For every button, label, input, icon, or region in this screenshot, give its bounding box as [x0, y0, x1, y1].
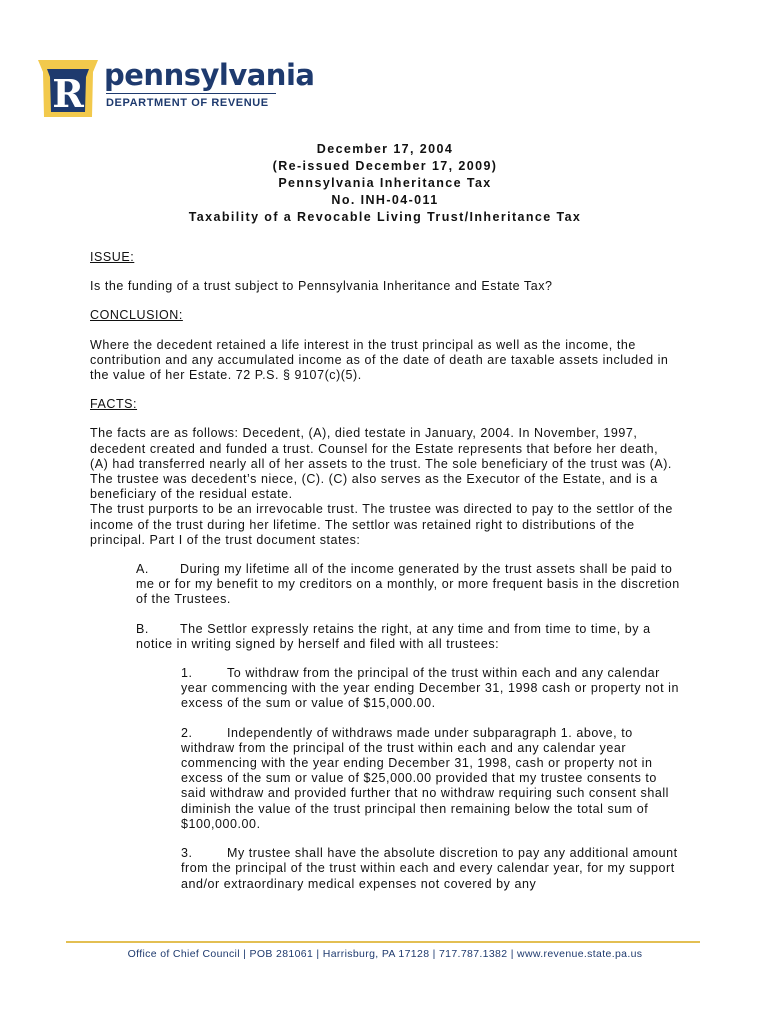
trust-subitem-2-label: 2.	[181, 725, 193, 740]
conclusion-heading: CONCLUSION:	[90, 308, 183, 323]
logo-wordmark: pennsylvania	[104, 58, 315, 92]
trust-item-a-text: During my lifetime all of the income generated by the trust assets shall be paid to me or for my benefit to my creditors on a monthly, or more frequent basis in the discretion of the Trustees.	[136, 562, 680, 607]
trust-item-a-label: A.	[136, 562, 149, 577]
facts-paragraph-2: The trust purports to be an irrevocable trust. The trustee was directed to pay to the settlor of the income of the trust during her lifetime. The settlor was retained right to distributions of the principal. Part I of the trust document states:	[90, 502, 673, 547]
issue-heading: ISSUE:	[90, 250, 135, 264]
footer-divider	[66, 941, 700, 943]
trust-item-b-label: B.	[136, 621, 149, 636]
trust-subitem-2	[181, 726, 680, 832]
trust-item-b	[136, 622, 680, 652]
conclusion-text: Where the decedent retained a life interest in the trust principal as well as the income, the contribution and any accumulated income as of the date of death are taxable assets included in the value of her Estate. 72 P.S. § 9107(c)(5).	[90, 337, 669, 383]
header-title: Taxability of a Revocable Living Trust/Inheritance Tax	[188, 210, 582, 224]
issue-text: Is the funding of a trust subject to Pennsylvania Inheritance and Estate Tax?	[90, 279, 553, 294]
trust-subitem-3	[181, 846, 680, 892]
document-body	[90, 250, 680, 892]
trust-subitem-3-label: 3.	[181, 846, 193, 861]
keystone-logo-icon	[38, 57, 98, 117]
footer-contact: Office of Chief Council | POB 281061 | Harrisburg, PA 17128 | 717.787.1382 | www.revenue.state.pa.us	[127, 948, 643, 960]
trust-subitem-2-text: Independently of withdraws made under subparagraph 1. above, to withdraw from the principal of the trust within each and any calendar year commencing with the year ending December 31, 1998, cash or property not in excess of the sum or value of $25,000.00 provided that my trustee consents to said withdraw and provided further that no withdraw requiring such consent shall diminish the value of the trust principal then remaining below the total sum of $100,000.00.	[181, 725, 669, 831]
trust-item-a	[136, 562, 680, 608]
document-header	[0, 141, 770, 226]
trust-item-b-text: The Settlor expressly retains the right, at any time and from time to time, by a notice in writing signed by herself and filed with all trustees:	[136, 621, 651, 651]
trust-subitem-1-text: To withdraw from the principal of the trust within each and any calendar year commencing with the year ending December 31, 1998 cash or property not in excess of the sum or value of $15,000.00.	[181, 666, 680, 711]
header-number: No. INH-04-011	[331, 193, 439, 207]
trust-subitem-3-text: My trustee shall have the absolute discretion to pay any additional amount from the principal of the trust within each and every calendar year, for my support and/or extraordinary medical expenses not covered by any	[181, 846, 678, 891]
header-tax-type: Pennsylvania Inheritance Tax	[278, 176, 492, 190]
facts-heading: FACTS:	[90, 397, 138, 412]
header-date: December 17, 2004	[316, 142, 454, 156]
facts-paragraph-1: The facts are as follows: Decedent, (A), died testate in January, 2004. In November, 1997, decedent created and funded a trust. Counsel for the Estate represents that before her death, (A) had transferred nearly all of her assets to the trust. The sole beneficiary of the trust was (A). The trustee was decedent’s niece, (C). (C) also serves as the Executor of the Estate, and is a beneficiary of the residual estate.	[90, 426, 672, 502]
pa-revenue-logo	[38, 57, 315, 117]
logo-department: DEPARTMENT OF REVENUE	[106, 97, 269, 109]
trust-subitem-1-label: 1.	[181, 666, 193, 681]
logo-letter: R	[52, 71, 84, 116]
logo-divider	[106, 93, 276, 94]
header-reissued: (Re-issued December 17, 2009)	[272, 159, 498, 173]
trust-subitem-1	[181, 666, 680, 712]
